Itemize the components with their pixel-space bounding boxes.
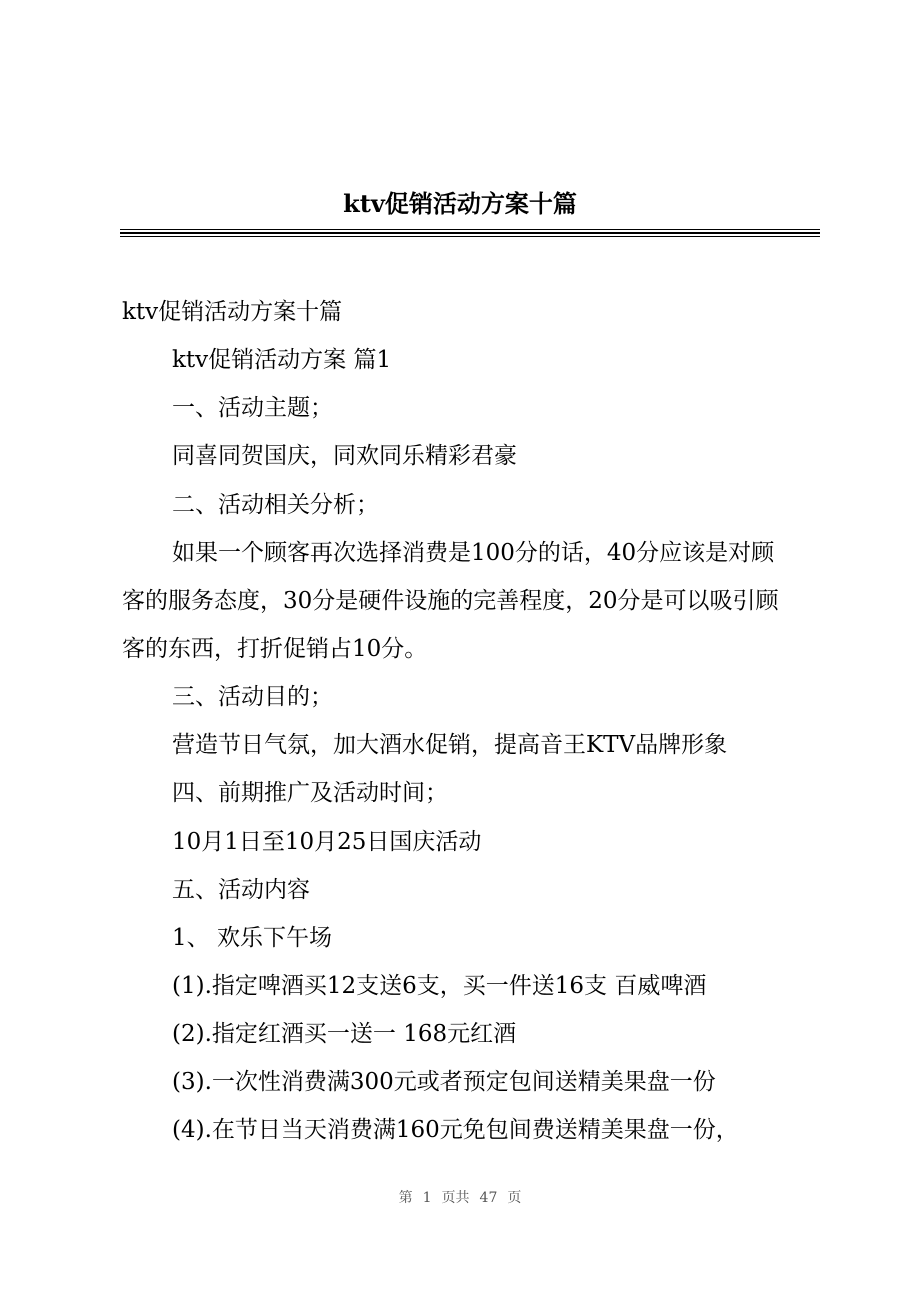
list-item: (1).指定啤酒买12支送6支，买一件送16支 百威啤酒 [172,973,707,999]
section-heading: 五、活动内容 [172,877,310,903]
footer-middle: 页共 [441,1190,470,1206]
list-item: 1、 欢乐下午场 [172,925,332,951]
title-divider [120,229,820,230]
footer-prefix: 第 [398,1190,413,1206]
list-item: (2).指定红酒买一送一 168元红酒 [172,1021,517,1047]
section-heading: ktv促销活动方案 篇1 [172,347,392,373]
page-title: ktv促销活动方案十篇 [343,189,577,218]
section-heading: 四、前期推广及活动时间； [172,780,448,806]
section-heading: 一、活动主题； [172,395,333,421]
paragraph-line: 客的服务态度，30分是硬件设施的完善程度，20分是可以吸引顾 [122,588,779,614]
paragraph-line: 营造节日气氛，加大酒水促销，提高音王KTV品牌形象 [172,732,728,758]
list-item: (3).一次性消费满300元或者预定包间送精美果盘一份 [172,1069,716,1095]
footer-page-number: 1 [422,1190,432,1206]
paragraph-line: 10月1日至10月25日国庆活动 [172,829,482,855]
paragraph-line: 同喜同贺国庆，同欢同乐精彩君豪 [172,443,517,469]
section-heading: 二、活动相关分析； [172,492,379,518]
title-divider [120,232,820,234]
title-divider [120,236,820,237]
document-heading: ktv促销活动方案十篇 [122,299,343,325]
footer-suffix: 页 [507,1190,522,1206]
footer-total-pages: 47 [479,1190,498,1206]
page-footer [0,1188,920,1208]
section-heading: 三、活动目的； [172,684,333,710]
paragraph-line: 客的东西，打折促销占10分。 [122,636,428,662]
paragraph-line: 如果一个顾客再次选择消费是100分的话，40分应该是对顾 [172,540,775,566]
list-item: (4).在节日当天消费满160元免包间费送精美果盘一份， [172,1117,739,1143]
